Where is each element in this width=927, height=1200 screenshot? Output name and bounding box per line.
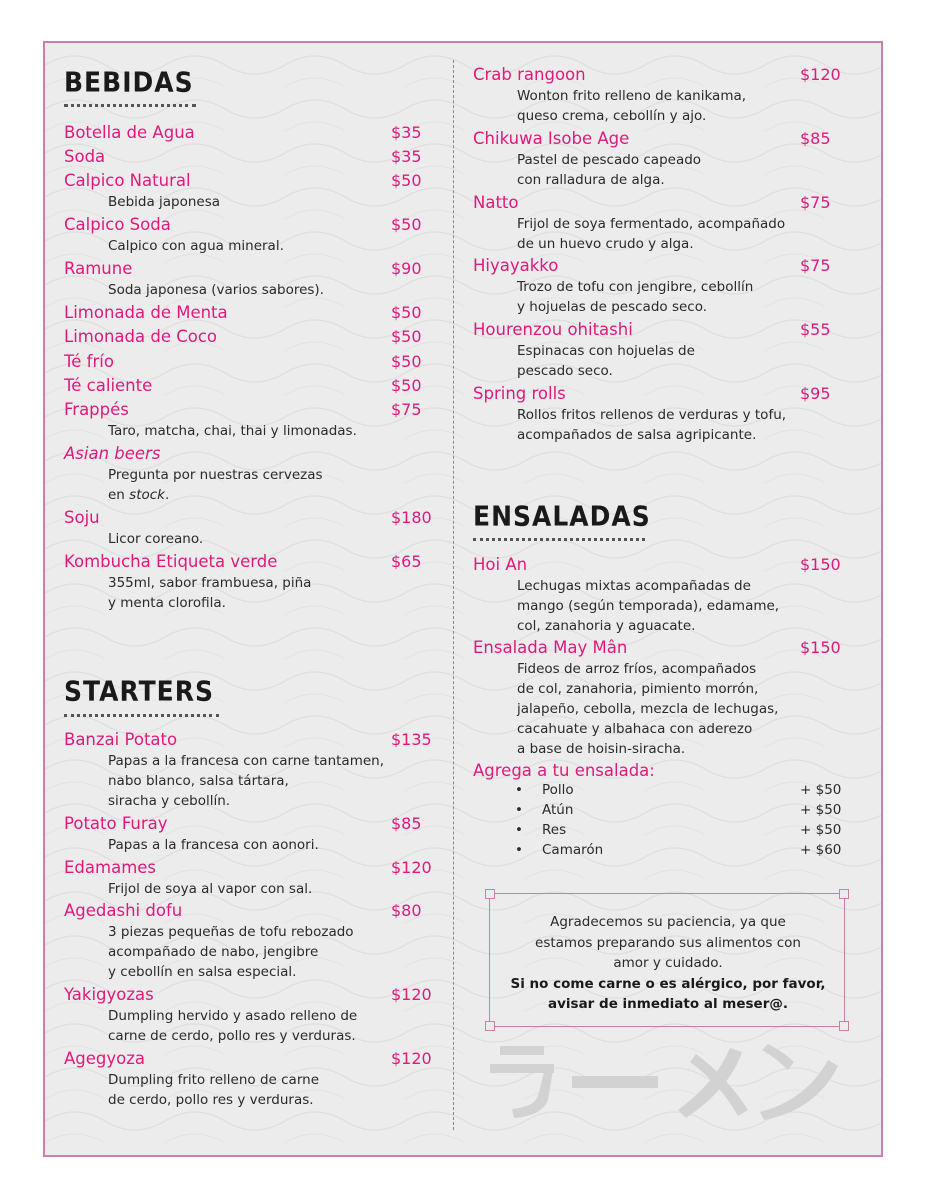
- item-price: $65: [391, 552, 422, 571]
- item-price: $95: [800, 384, 831, 403]
- item-name: Hiyayakko: [473, 256, 559, 275]
- item-description: Dumpling frito relleno de carne de cerdo, pollo res y verduras.: [108, 1072, 319, 1108]
- item-description: Taro, matcha, chai, thai y limonadas.: [108, 423, 357, 439]
- item-description: 3 piezas pequeñas de tofu rebozado acompañado de nabo, jengibre y cebollín en salsa especial.: [108, 924, 354, 980]
- heading-underline: [473, 535, 645, 541]
- item-price: $85: [800, 129, 831, 148]
- extra-name: Pollo: [542, 782, 574, 798]
- item-description: 355ml, sabor frambuesa, piña y menta clorofila.: [108, 575, 312, 611]
- item-price: $120: [391, 1049, 432, 1068]
- heading-underline: [64, 101, 196, 107]
- item-price: $75: [800, 193, 831, 212]
- corner-ornament: [839, 889, 849, 899]
- item-price: $75: [800, 256, 831, 275]
- item-description: Espinacas con hojuelas de pescado seco.: [517, 343, 695, 379]
- item-description: Fideos de arroz fríos, acompañados de col, zanahoria, pimiento morrón, jalapeño, cebolla, mezcla de lechugas, cacahuate y albahaca con aderezo a base de hoisin-siracha.: [517, 661, 779, 757]
- item-description: Frijol de soya al vapor con sal.: [108, 881, 313, 897]
- item-name: Spring rolls: [473, 384, 566, 403]
- notice-line: Agradecemos su paciencia, ya que: [550, 914, 786, 930]
- extra-name: Res: [542, 822, 567, 838]
- item-name: Yakigyozas: [64, 985, 154, 1004]
- corner-ornament: [485, 889, 495, 899]
- item-name: Crab rangoon: [473, 65, 586, 84]
- item-price: $150: [800, 555, 841, 574]
- item-price: $120: [391, 985, 432, 1004]
- item-name: Agegyoza: [64, 1049, 146, 1068]
- item-price: $35: [391, 147, 422, 166]
- item-price: $50: [391, 352, 422, 371]
- item-price: $50: [391, 303, 422, 322]
- item-price: $50: [391, 376, 422, 395]
- item-name: Kombucha Etiqueta verde: [64, 552, 278, 571]
- item-description: Rollos fritos rellenos de verduras y tofu, acompañados de salsa agripicante.: [517, 407, 787, 443]
- item-description: Dumpling hervido y asado relleno de carne de cerdo, pollo res y verduras.: [108, 1008, 358, 1044]
- item-name: Potato Furay: [64, 814, 168, 833]
- item-price: $75: [391, 400, 422, 419]
- item-name: Soju: [64, 508, 100, 527]
- item-price: $50: [391, 171, 422, 190]
- bullet: •: [515, 822, 523, 838]
- item-name: Ramune: [64, 259, 133, 278]
- item-price: $85: [391, 814, 422, 833]
- item-description: Bebida japonesa: [108, 194, 221, 210]
- notice-line: amor y cuidado.: [613, 955, 723, 971]
- item-name: Ensalada May Mân: [473, 638, 628, 657]
- item-name: Frappés: [64, 400, 129, 419]
- item-price: $90: [391, 259, 422, 278]
- item-description: Lechugas mixtas acompañadas de mango (según temporada), edamame, col, zanahoria y aguacate.: [517, 578, 780, 634]
- item-name: Limonada de Coco: [64, 327, 217, 346]
- item-price: $35: [391, 123, 422, 142]
- bullet: •: [515, 842, 523, 858]
- item-description: Soda japonesa (varios sabores).: [108, 282, 324, 298]
- item-name: Natto: [473, 193, 519, 212]
- item-price: $50: [391, 215, 422, 234]
- item-name: Hoi An: [473, 555, 528, 574]
- item-name: Té caliente: [64, 376, 153, 395]
- item-price: $180: [391, 508, 432, 527]
- item-description: Papas a la francesa con aonori.: [108, 837, 319, 853]
- item-description: Papas a la francesa con carne tantamen, nabo blanco, salsa tártara, siracha y cebollín.: [108, 753, 384, 809]
- item-description: Calpico con agua mineral.: [108, 238, 284, 254]
- section-title-starters: STARTERS: [64, 675, 214, 707]
- item-name: Calpico Natural: [64, 171, 191, 190]
- item-name: Chikuwa Isobe Age: [473, 129, 630, 148]
- corner-ornament: [839, 1021, 849, 1031]
- section-title-ensaladas: ENSALADAS: [473, 500, 651, 532]
- item-name: Hourenzou ohitashi: [473, 320, 633, 339]
- heading-underline: [64, 711, 219, 717]
- extra-price: + $50: [800, 802, 842, 818]
- item-price: $120: [800, 65, 841, 84]
- notice-box: [489, 893, 845, 1027]
- item-name: Soda: [64, 147, 106, 166]
- extra-price: + $50: [800, 822, 842, 838]
- item-description: Licor coreano.: [108, 531, 204, 547]
- extras-title: Agrega a tu ensalada:: [473, 761, 655, 780]
- extra-price: + $50: [800, 782, 842, 798]
- notice-text: [490, 912, 846, 1015]
- item-name: Edamames: [64, 858, 157, 877]
- corner-ornament: [485, 1021, 495, 1031]
- bullet: •: [515, 802, 523, 818]
- item-description: Pastel de pescado capeado con ralladura de alga.: [517, 152, 702, 188]
- item-price: $135: [391, 730, 432, 749]
- extra-name: Atún: [542, 802, 574, 818]
- notice-warning-line: Si no come carne o es alérgico, por favor,: [510, 975, 826, 992]
- item-name: Calpico Soda: [64, 215, 171, 234]
- item-name: Banzai Potato: [64, 730, 178, 749]
- item-name: Asian beers: [64, 444, 161, 463]
- item-price: $80: [391, 901, 422, 920]
- bullet: •: [515, 782, 523, 798]
- item-description: Wonton frito relleno de kanikama, queso crema, cebollín y ajo.: [517, 88, 747, 124]
- notice-line: estamos preparando sus alimentos con: [535, 934, 801, 951]
- item-name: Limonada de Menta: [64, 303, 228, 322]
- item-name: Té frío: [64, 352, 114, 371]
- item-price: $50: [391, 327, 422, 346]
- extra-price: + $60: [800, 842, 842, 858]
- item-description: Frijol de soya fermentado, acompañado de un huevo crudo y alga.: [517, 216, 786, 252]
- ramen-katakana-watermark: [490, 1040, 840, 1122]
- item-price: $120: [391, 858, 432, 877]
- item-name: Botella de Agua: [64, 123, 195, 142]
- extra-name: Camarón: [542, 842, 604, 858]
- column-divider: [453, 60, 454, 1130]
- item-price: $150: [800, 638, 841, 657]
- notice-warning-line: avisar de inmediato al meser@.: [548, 996, 788, 1012]
- item-name: Agedashi dofu: [64, 901, 183, 920]
- item-description: Pregunta por nuestras cervezas en stock.: [108, 467, 323, 503]
- section-title-bebidas: BEBIDAS: [64, 66, 194, 98]
- item-description: Trozo de tofu con jengibre, cebollín y hojuelas de pescado seco.: [517, 279, 754, 315]
- item-price: $55: [800, 320, 831, 339]
